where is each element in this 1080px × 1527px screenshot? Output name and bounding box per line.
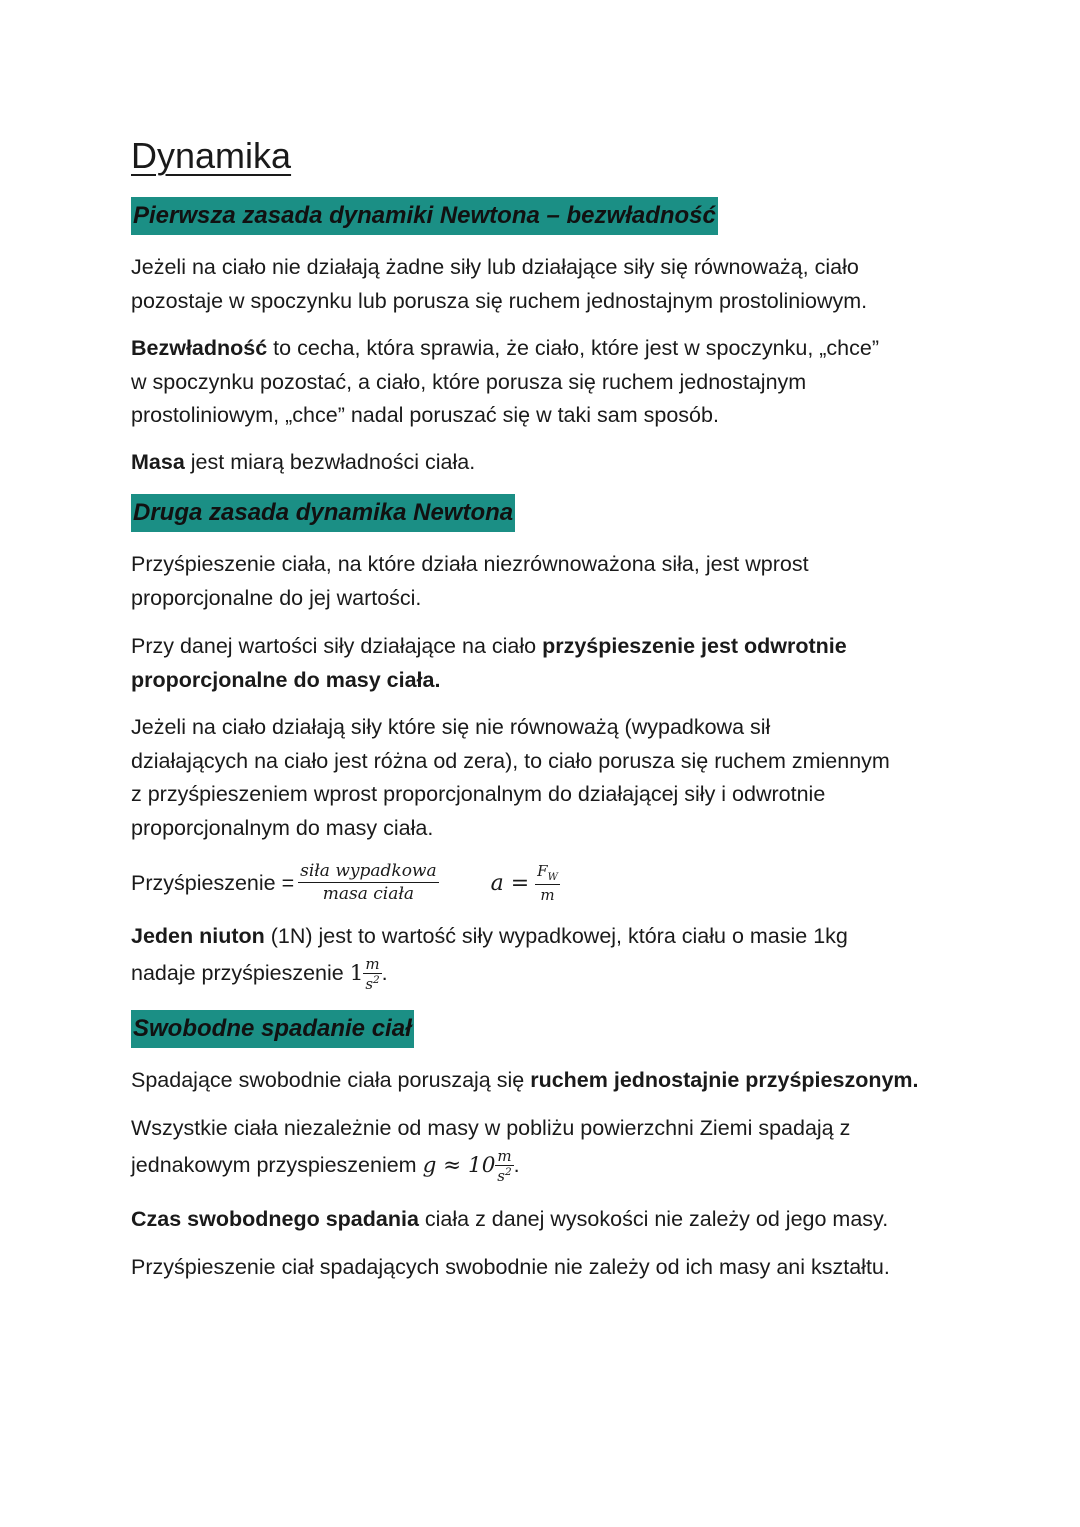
text-line: Jeżeli na ciało działają siły które się nie równoważą (wypadkowa sił (131, 715, 771, 739)
text-fragment: to cecha, która sprawia, że ciało, które jest w spoczynku, „chce” (267, 336, 880, 360)
text-fragment: jest miarą bezwładności ciała. (184, 450, 476, 474)
text-line: w spoczynku pozostać, a ciało, które porusza się ruchem jednostajnym (131, 369, 807, 394)
section-heading-free-fall: Swobodne spadanie ciał (131, 1010, 414, 1048)
text-line: proporcjonalne do jej wartości. (131, 585, 422, 610)
formula-label: Przyśpieszenie = (131, 870, 295, 895)
unit-fraction (495, 1148, 513, 1185)
text-line: Przyśpieszenie ciała, na które działa niezrównoważona siła, jest wprost (131, 552, 809, 576)
text-line: z przyśpieszeniem wprost proporcjonalnym do działającej siły i odwrotnie (131, 782, 826, 806)
unit-exponent: 2 (373, 974, 380, 986)
unit-denominator: s (497, 1167, 505, 1185)
text-line: Wszystkie ciała niezależnie od masy w pobliżu powierzchni Ziemi spadają z (131, 1116, 851, 1140)
gravity-symbol: g ≈ 10 (422, 1152, 496, 1178)
text-line (131, 332, 961, 366)
fraction-numerator (535, 863, 560, 885)
text-fragment: (1N) jest to wartość siły wypadkowej, która ciału o masie 1kg (264, 924, 848, 948)
fraction-denominator: masa ciała (322, 884, 414, 904)
force-subscript: W (547, 871, 558, 883)
formula-symbol-fraction (535, 863, 560, 904)
bold-term-fall-time: Czas swobodnego spadania (131, 1207, 419, 1231)
text-line (131, 920, 961, 954)
text-line (131, 446, 961, 480)
text-line (131, 956, 961, 993)
paragraph-gravity-acceleration (131, 1112, 961, 1185)
fraction-numerator: siła wypadkowa (300, 861, 437, 882)
fraction-denominator (363, 974, 381, 993)
unit-exponent: 2 (505, 1166, 512, 1178)
text-line: Przyśpieszenie ciał spadających swobodnie nie zależy od ich masy ani kształtu. (131, 1255, 890, 1279)
paragraph-inverse-proportionality (131, 630, 961, 697)
bold-fragment: ruchem jednostajnie przyśpieszonym. (530, 1068, 919, 1092)
bold-term-mass: Masa (131, 450, 185, 474)
paragraph-newton-unit (131, 920, 961, 993)
bold-term-newton: Jeden niuton (131, 924, 265, 948)
paragraph-net-force (131, 711, 961, 845)
text-fragment: . (381, 960, 388, 985)
text-line: pozostaje w spoczynku lub porusza się ruchem jednostajnym prostoliniowym. (131, 288, 868, 313)
fraction-denominator: m (540, 885, 555, 904)
section-heading-second-law: Druga zasada dynamika Newtona (131, 494, 515, 532)
unit-denominator: s (365, 975, 374, 993)
bold-term-inertia: Bezwładność (131, 336, 268, 360)
acceleration-formula (131, 855, 560, 911)
text-fragment: Spadające swobodnie ciała poruszają się (131, 1068, 531, 1092)
text-line: proporcjonalnym do masy ciała. (131, 815, 434, 840)
paragraph-mass-definition (131, 446, 961, 480)
formula-word-fraction (298, 862, 439, 903)
fraction-numerator: m (365, 954, 380, 973)
text-line (131, 1203, 961, 1237)
text-line: działających na ciało jest różna od zera), to ciało porusza się ruchem zmiennym (131, 748, 890, 773)
paragraph-inertia-definition (131, 332, 961, 433)
paragraph-shape-independence (131, 1251, 961, 1285)
fraction-numerator: m (497, 1146, 512, 1165)
paragraph-first-law-definition (131, 251, 961, 318)
formula-symbol-lhs: a = (490, 870, 530, 896)
text-line (131, 1064, 961, 1098)
text-line: Jeżeli na ciało nie działają żadne siły lub działające siły się równoważą, ciało (131, 255, 859, 279)
section-heading-first-law: Pierwsza zasada dynamiki Newtona – bezwładność (131, 197, 718, 235)
unit-fraction (363, 956, 381, 993)
text-fragment: ciała z danej wysokości nie zależy od jego masy. (418, 1207, 889, 1231)
text-line (131, 664, 961, 698)
text-line: prostoliniowym, „chce” nadal poruszać się w taki sam sposób. (131, 403, 719, 427)
bold-fragment: przyśpieszenie jest odwrotnie (542, 634, 847, 658)
text-line (131, 1148, 961, 1185)
paragraph-fall-time (131, 1203, 961, 1237)
paragraph-second-law-definition (131, 548, 961, 615)
text-fragment: nadaje przyśpieszenie (131, 960, 350, 985)
text-fragment: . (513, 1152, 520, 1177)
paragraph-free-fall-motion (131, 1064, 961, 1098)
text-fragment: jednakowym przyspieszeniem (131, 1152, 423, 1177)
fraction-denominator (495, 1166, 513, 1185)
text-fragment: Przy danej wartości siły działające na ciało (131, 634, 543, 658)
bold-fragment: proporcjonalne do masy ciała. (131, 667, 441, 692)
force-symbol: F (537, 861, 548, 880)
unit-value: 1 (349, 960, 364, 986)
text-line (131, 630, 961, 664)
page-title: Dynamika (131, 135, 292, 176)
